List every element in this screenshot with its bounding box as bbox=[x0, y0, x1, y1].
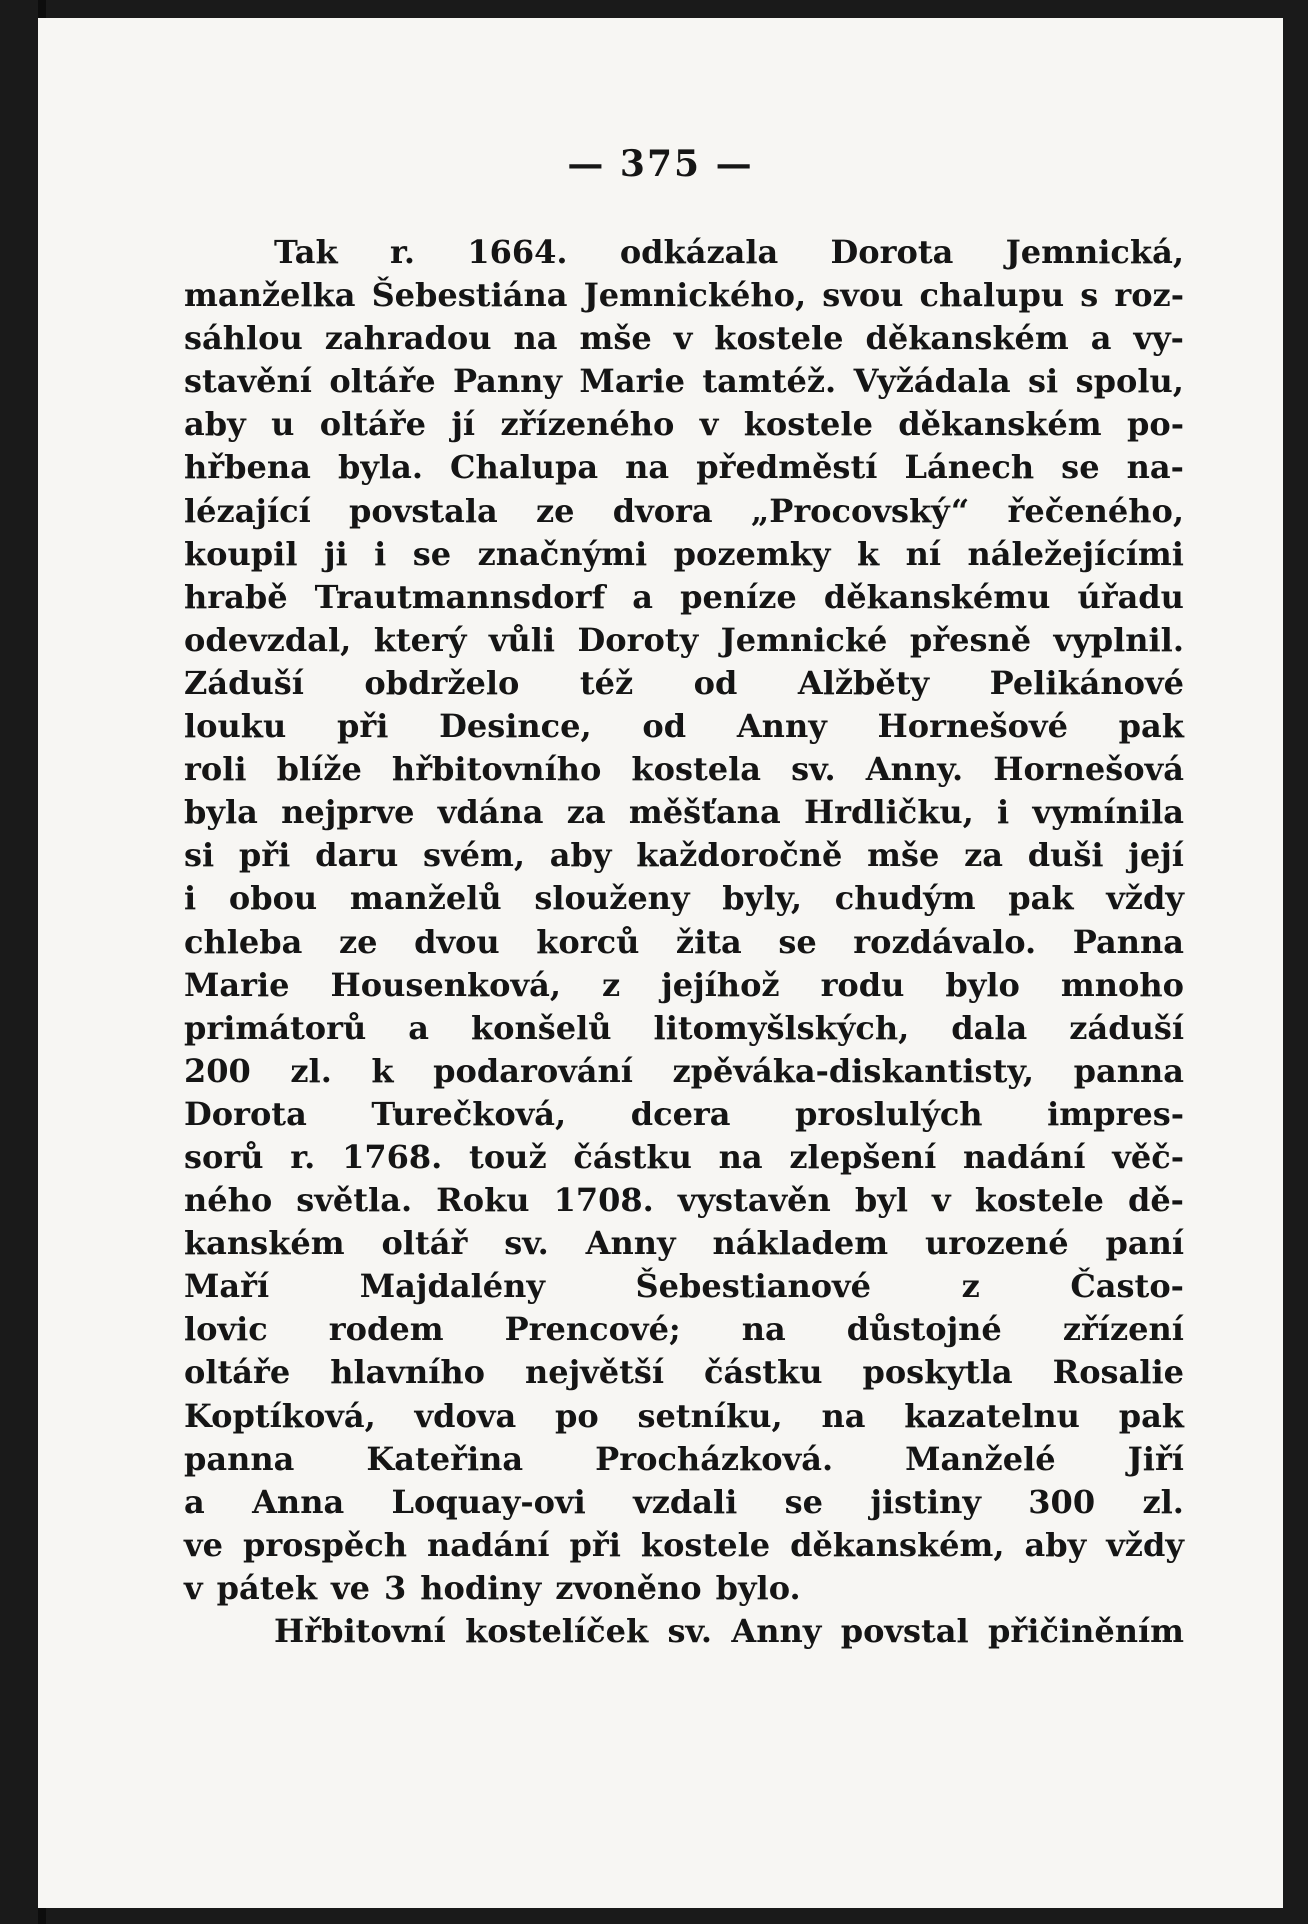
word: panna bbox=[1073, 1051, 1184, 1090]
text-line bbox=[184, 1136, 1184, 1179]
word: měšťana bbox=[628, 793, 781, 832]
word: Anna bbox=[252, 1482, 345, 1521]
text-line bbox=[184, 705, 1184, 748]
word: dala bbox=[951, 1008, 1028, 1047]
word: částku bbox=[704, 1353, 823, 1392]
word: 1664. bbox=[467, 233, 568, 271]
word: kostela bbox=[631, 750, 761, 789]
word: přičiněním bbox=[988, 1612, 1184, 1650]
word: sv. bbox=[667, 1612, 713, 1650]
word: Šebestianové bbox=[635, 1267, 871, 1306]
word: chudým bbox=[834, 879, 976, 918]
word: každoročně bbox=[636, 836, 843, 875]
word: 1708. bbox=[553, 1181, 654, 1220]
word: sv. bbox=[791, 750, 836, 789]
word: důstojné bbox=[846, 1310, 1002, 1349]
book-page bbox=[38, 18, 1283, 1908]
word: největší bbox=[524, 1353, 665, 1392]
word: z bbox=[961, 1267, 980, 1306]
word: Maří bbox=[184, 1267, 270, 1306]
word: na bbox=[513, 319, 558, 358]
word: oltáře bbox=[329, 362, 436, 401]
word: svou bbox=[822, 276, 904, 315]
word: Anny bbox=[585, 1224, 676, 1263]
word: zl. bbox=[1142, 1482, 1184, 1521]
word: a bbox=[1090, 319, 1112, 358]
word: světla. bbox=[296, 1181, 413, 1220]
word: k bbox=[371, 1051, 394, 1090]
word: paní bbox=[1105, 1224, 1184, 1263]
word: roz- bbox=[1114, 276, 1184, 315]
word: zahradou bbox=[324, 319, 492, 358]
word: náležejícími bbox=[967, 534, 1184, 573]
word: se bbox=[1061, 448, 1100, 487]
word: 3 bbox=[383, 1568, 407, 1607]
text-line bbox=[184, 1481, 1184, 1524]
word: konšelů bbox=[470, 1008, 612, 1047]
word: zvoněno bbox=[555, 1568, 702, 1607]
word: žita bbox=[675, 922, 742, 961]
word: hodiny bbox=[420, 1568, 542, 1607]
word: v bbox=[673, 319, 693, 358]
text-line bbox=[184, 748, 1184, 791]
word: rozdávalo. bbox=[853, 922, 1037, 961]
word: i bbox=[997, 793, 1010, 832]
word: kostele bbox=[714, 319, 844, 358]
word: pozemky bbox=[673, 534, 831, 573]
text-line bbox=[184, 1567, 1184, 1610]
word: částku bbox=[573, 1137, 692, 1176]
word: Desince, bbox=[439, 707, 592, 746]
word: tamtéž. bbox=[702, 362, 837, 401]
word: děkanském, bbox=[790, 1525, 1005, 1564]
word: Prencové; bbox=[504, 1310, 681, 1349]
word: hřbitovního bbox=[391, 750, 602, 789]
word: chleba bbox=[184, 922, 303, 961]
word: aby bbox=[1024, 1525, 1087, 1564]
word: Jemnické bbox=[720, 620, 888, 659]
word: jí bbox=[451, 405, 476, 444]
word: Dorota bbox=[184, 1094, 307, 1133]
word: Kateřina bbox=[366, 1439, 524, 1478]
text-line bbox=[184, 662, 1184, 705]
word: od bbox=[693, 663, 738, 702]
body-text bbox=[184, 231, 1184, 1653]
word: mnoho bbox=[1060, 965, 1184, 1004]
word: pátek bbox=[216, 1568, 318, 1607]
word: r. bbox=[290, 1137, 316, 1176]
word: manželka bbox=[184, 276, 356, 315]
word: Housenková, bbox=[330, 965, 561, 1004]
text-line bbox=[184, 446, 1184, 489]
word: Hrdličku, bbox=[803, 793, 974, 832]
word: louku bbox=[184, 707, 287, 746]
word: Turečková, bbox=[371, 1094, 567, 1133]
word: věč- bbox=[1112, 1137, 1184, 1176]
word: „Procovský“ bbox=[750, 491, 970, 530]
word: lézající bbox=[184, 491, 311, 530]
word: při bbox=[569, 1525, 621, 1564]
word: Hřbitovní bbox=[274, 1612, 446, 1650]
text-line bbox=[184, 231, 1184, 274]
word: kostele bbox=[743, 405, 873, 444]
word: Hornešové bbox=[877, 707, 1068, 746]
word: vzdali bbox=[633, 1482, 738, 1521]
word: Loquay-ovi bbox=[391, 1482, 586, 1521]
word: záduší bbox=[1069, 1008, 1184, 1047]
word: na bbox=[625, 448, 670, 487]
word: též bbox=[579, 663, 634, 702]
word: aby bbox=[184, 405, 246, 444]
word: koupil bbox=[184, 534, 298, 573]
word: nejprve bbox=[281, 793, 415, 832]
word: jistiny bbox=[870, 1482, 981, 1521]
word: povstala bbox=[349, 491, 498, 530]
word: v bbox=[932, 1181, 951, 1220]
text-line bbox=[184, 576, 1184, 619]
word: u bbox=[271, 405, 295, 444]
word: 1768. bbox=[342, 1137, 443, 1176]
text-line bbox=[184, 1265, 1184, 1308]
word: lovic bbox=[184, 1310, 268, 1349]
text-line bbox=[184, 1351, 1184, 1394]
word: Často- bbox=[1070, 1267, 1184, 1306]
word: Majdalény bbox=[359, 1267, 545, 1306]
text-line bbox=[184, 964, 1184, 1007]
word: r. bbox=[389, 233, 416, 271]
word: svém, bbox=[423, 836, 526, 875]
word: Jiří bbox=[1127, 1439, 1184, 1478]
word: nadání bbox=[962, 1137, 1086, 1176]
word: ze bbox=[338, 922, 378, 961]
word: a bbox=[632, 577, 654, 616]
word: zlepšení bbox=[789, 1137, 937, 1176]
text-line bbox=[184, 1050, 1184, 1093]
text-line bbox=[184, 1610, 1184, 1653]
word: pak bbox=[1008, 879, 1074, 918]
word: sorů bbox=[184, 1137, 264, 1176]
word: Roku bbox=[436, 1181, 530, 1220]
word: Panny bbox=[452, 362, 563, 401]
word: Panna bbox=[1072, 922, 1184, 961]
word: dě- bbox=[1127, 1181, 1184, 1220]
word: zřízení bbox=[1062, 1310, 1184, 1349]
word: sv. bbox=[504, 1224, 549, 1263]
word: z bbox=[601, 965, 621, 1004]
word: dvora bbox=[612, 491, 713, 530]
text-line bbox=[184, 1179, 1184, 1222]
word: Jemnického, bbox=[583, 276, 807, 315]
word: úřadu bbox=[1077, 577, 1184, 616]
word: 300 bbox=[1028, 1482, 1096, 1521]
text-line bbox=[184, 791, 1184, 834]
word: ze bbox=[535, 491, 575, 530]
word: poskytla bbox=[862, 1353, 1013, 1392]
word: se bbox=[778, 922, 817, 961]
word: děkanském bbox=[865, 319, 1069, 358]
word: k bbox=[856, 534, 880, 573]
word: na bbox=[821, 1396, 866, 1435]
word: pak bbox=[1118, 707, 1184, 746]
word: primátorů bbox=[184, 1008, 367, 1047]
text-line bbox=[184, 1395, 1184, 1438]
word: obou bbox=[228, 879, 318, 918]
page-number: — 375 — bbox=[567, 143, 754, 185]
word: Doroty bbox=[577, 620, 699, 659]
word: ve bbox=[184, 1525, 223, 1564]
word: nadání bbox=[427, 1525, 550, 1564]
word: její bbox=[1128, 836, 1184, 875]
word: na- bbox=[1126, 448, 1184, 487]
word: Trautmannsdorf bbox=[314, 577, 606, 616]
word: touž bbox=[469, 1137, 547, 1176]
text-line bbox=[184, 533, 1184, 576]
word: ji bbox=[323, 534, 348, 573]
word: kostelíček bbox=[465, 1612, 649, 1650]
word: za bbox=[964, 836, 1003, 875]
word: hrabě bbox=[184, 577, 288, 616]
word: Záduší bbox=[184, 663, 304, 702]
word: byl bbox=[854, 1181, 908, 1220]
word: kazatelnu bbox=[904, 1396, 1080, 1435]
word: Anny. bbox=[865, 750, 964, 789]
word: proslulých bbox=[795, 1094, 983, 1133]
word: duši bbox=[1027, 836, 1104, 875]
word: ného bbox=[184, 1181, 273, 1220]
word: chalupu bbox=[919, 276, 1065, 315]
word: ní bbox=[905, 534, 942, 573]
word: jejíhož bbox=[661, 965, 780, 1004]
word: Anny bbox=[736, 707, 827, 746]
word: kostele bbox=[640, 1525, 771, 1564]
word: ve bbox=[331, 1568, 370, 1607]
word: rodu bbox=[820, 965, 905, 1004]
word: sáhlou bbox=[184, 319, 303, 358]
text-line bbox=[184, 317, 1184, 360]
word: blíže bbox=[276, 750, 362, 789]
word: vy- bbox=[1133, 319, 1184, 358]
word: mše bbox=[867, 836, 940, 875]
text-line bbox=[184, 1007, 1184, 1050]
word: po bbox=[554, 1396, 599, 1435]
text-line bbox=[184, 490, 1184, 533]
word: korců bbox=[536, 922, 640, 961]
text-line bbox=[184, 1222, 1184, 1265]
word: kanském bbox=[184, 1224, 345, 1263]
word: pak bbox=[1118, 1396, 1184, 1435]
word: byla bbox=[184, 793, 258, 832]
word: vdova bbox=[414, 1396, 517, 1435]
word: a bbox=[408, 1008, 429, 1047]
word: si bbox=[1028, 362, 1059, 401]
word: podarování bbox=[433, 1051, 633, 1090]
word: odkázala bbox=[619, 233, 779, 271]
text-line bbox=[184, 921, 1184, 964]
word: bylo bbox=[945, 965, 1020, 1004]
text-line bbox=[184, 1438, 1184, 1481]
word: zl. bbox=[290, 1051, 332, 1090]
word: děkanském bbox=[898, 405, 1102, 444]
text-line bbox=[184, 1524, 1184, 1567]
word: impres- bbox=[1047, 1094, 1184, 1133]
word: oltáře bbox=[184, 1353, 291, 1392]
word: odevzdal, bbox=[184, 620, 352, 659]
word: vždy bbox=[1106, 879, 1184, 918]
word: byly, bbox=[722, 879, 803, 918]
word: při bbox=[238, 836, 291, 875]
word: zřízeného bbox=[500, 405, 675, 444]
text-line bbox=[184, 1093, 1184, 1136]
word: 200 bbox=[184, 1051, 251, 1090]
text-line bbox=[184, 1308, 1184, 1351]
word: za bbox=[566, 793, 606, 832]
word: si bbox=[184, 836, 215, 875]
word: Procházková. bbox=[595, 1439, 834, 1478]
word: v bbox=[699, 405, 719, 444]
word: po- bbox=[1126, 405, 1184, 444]
word: Marie bbox=[579, 362, 685, 401]
word: panna bbox=[184, 1439, 295, 1478]
word: roli bbox=[184, 750, 247, 789]
word: litomyšlských, bbox=[653, 1008, 910, 1047]
word: Hornešová bbox=[993, 750, 1184, 789]
word: stavění bbox=[184, 362, 312, 401]
text-line bbox=[184, 834, 1184, 877]
word: Alžběty bbox=[797, 663, 930, 702]
word: na bbox=[718, 1137, 763, 1176]
word: děkanskému bbox=[823, 577, 1051, 616]
text-line bbox=[184, 274, 1184, 317]
word: hlavního bbox=[330, 1353, 485, 1392]
word: Rosalie bbox=[1052, 1353, 1184, 1392]
word: setníku, bbox=[637, 1396, 783, 1435]
word: a bbox=[184, 1482, 205, 1521]
word: manželů bbox=[349, 879, 502, 918]
word: vyplnil. bbox=[1053, 620, 1184, 659]
word: aby bbox=[549, 836, 612, 875]
word: Manželé bbox=[905, 1439, 1056, 1478]
text-line bbox=[184, 619, 1184, 662]
text-line bbox=[184, 403, 1184, 446]
word: byla. bbox=[337, 448, 423, 487]
text-line bbox=[184, 877, 1184, 920]
word: s bbox=[1080, 276, 1099, 315]
word: se bbox=[412, 534, 452, 573]
word: oltáře bbox=[319, 405, 426, 444]
word: Jemnická, bbox=[1005, 233, 1184, 271]
word: od bbox=[642, 707, 687, 746]
word: kostele bbox=[974, 1181, 1104, 1220]
word: v bbox=[184, 1568, 203, 1607]
word: přesně bbox=[909, 620, 1032, 659]
word: Lánech bbox=[904, 448, 1035, 487]
word: obdrželo bbox=[364, 663, 520, 702]
word: značnými bbox=[477, 534, 648, 573]
word: Šebestiána bbox=[371, 276, 568, 315]
word: nákladem bbox=[712, 1224, 889, 1263]
word: zpěváka-diskantisty, bbox=[672, 1051, 1035, 1090]
word: při bbox=[336, 707, 389, 746]
word: Dorota bbox=[830, 233, 954, 271]
word: Marie bbox=[184, 965, 290, 1004]
word: vymínila bbox=[1032, 793, 1184, 832]
word: vůli bbox=[488, 620, 556, 659]
word: předměstí bbox=[696, 448, 878, 487]
word: Tak bbox=[274, 233, 338, 271]
word: peníze bbox=[680, 577, 797, 616]
word: rodem bbox=[328, 1310, 444, 1349]
word: Vyžádala bbox=[853, 362, 1011, 401]
word: se bbox=[784, 1482, 824, 1521]
word: daru bbox=[315, 836, 399, 875]
word: mše bbox=[579, 319, 652, 358]
word: hřbena bbox=[184, 448, 311, 487]
word: Pelikánové bbox=[989, 663, 1184, 702]
word: na bbox=[741, 1310, 786, 1349]
word: bylo. bbox=[715, 1568, 801, 1607]
word: Anny bbox=[731, 1612, 822, 1650]
word: oltář bbox=[381, 1224, 468, 1263]
word: který bbox=[373, 620, 467, 659]
word: Chalupa bbox=[450, 448, 599, 487]
word: i bbox=[374, 534, 387, 573]
word: Koptíková, bbox=[184, 1396, 376, 1435]
word: spolu, bbox=[1075, 362, 1184, 401]
text-line bbox=[184, 360, 1184, 403]
word: urozené bbox=[924, 1224, 1069, 1263]
word: vdána bbox=[437, 793, 544, 832]
word: povstal bbox=[840, 1612, 969, 1650]
word: řečeného, bbox=[1007, 491, 1184, 530]
word: slouženy bbox=[534, 879, 690, 918]
word: dvou bbox=[414, 922, 500, 961]
word: vystavěn bbox=[677, 1181, 831, 1220]
word: prospěch bbox=[242, 1525, 408, 1564]
word: i bbox=[184, 879, 197, 918]
word: vždy bbox=[1106, 1525, 1184, 1564]
word: dcera bbox=[630, 1094, 731, 1133]
